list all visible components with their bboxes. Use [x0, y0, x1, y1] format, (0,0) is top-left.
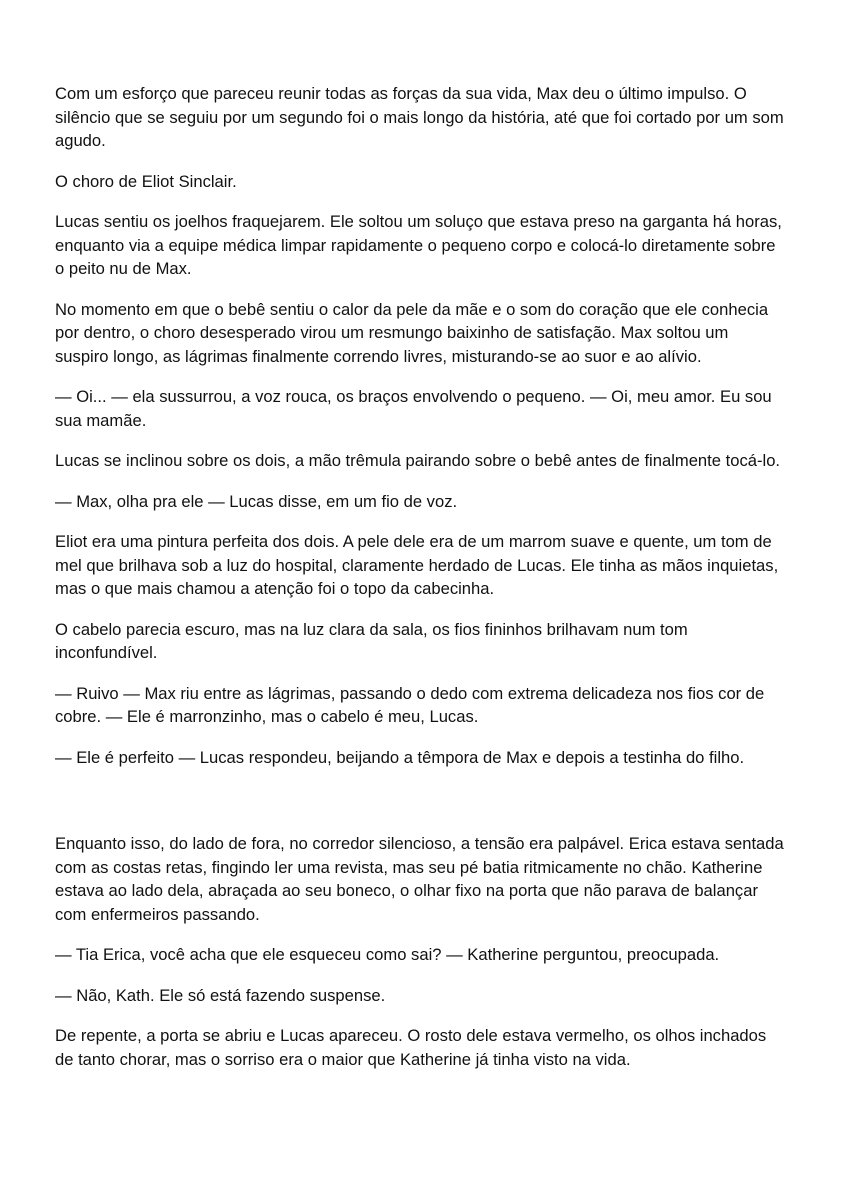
- paragraph: Eliot era uma pintura perfeita dos dois. A pele dele era de um marrom suave e quente, um tom de mel que brilhava sob a luz do hospital, claramente herdado de Lucas. Ele tinha as mãos inquietas, mas o que mais chamou a atenção foi o topo da cabecinha.: [55, 532, 779, 598]
- section-delivery-room: [55, 82, 785, 769]
- paragraph: Enquanto isso, do lado de fora, no corredor silencioso, a tensão era palpável. Erica estava sentada com as costas retas, fingindo ler uma revista, mas seu pé batia ritmicamente no chão. Katherine estava ao lado dela, abraçada ao seu boneco, o olhar fixo na porta que não parava de balançar com enfermeiros passando.: [55, 834, 784, 924]
- paragraph: — Oi... — ela sussurrou, a voz rouca, os braços envolvendo o pequeno. — Oi, meu amor. Eu sou sua mamãe.: [55, 387, 772, 430]
- paragraph: Com um esforço que pareceu reunir todas as forças da sua vida, Max deu o último impulso. O silêncio que se seguiu por um segundo foi o mais longo da história, até que foi cortado por um som agudo.: [55, 84, 784, 150]
- paragraph: Lucas sentiu os joelhos fraquejarem. Ele soltou um soluço que estava preso na garganta há horas, enquanto via a equipe médica limpar rapidamente o pequeno corpo e colocá-lo diretamente sobre o peito nu de Max.: [55, 212, 782, 278]
- section-break: [55, 786, 785, 832]
- paragraph: De repente, a porta se abriu e Lucas apareceu. O rosto dele estava vermelho, os olhos inchados de tanto chorar, mas o sorriso era o maior que Katherine já tinha visto na vida.: [55, 1026, 767, 1069]
- paragraph: — Ruivo — Max riu entre as lágrimas, passando o dedo com extrema delicadeza nos fios cor de cobre. — Ele é marronzinho, mas o cabelo é meu, Lucas.: [55, 683, 765, 726]
- paragraph: — Não, Kath. Ele só está fazendo suspense.: [55, 985, 386, 1005]
- paragraph: No momento em que o bebê sentiu o calor da pele da mãe e o som do coração que ele conhecia por dentro, o choro desesperado virou um resmungo baixinho de satisfação. Max soltou um suspiro longo, as lágrimas finalmente correndo livres, misturando-se ao suor e ao alívio.: [55, 299, 769, 366]
- paragraph: O choro de Eliot Sinclair.: [55, 171, 237, 191]
- section-hallway: [55, 832, 785, 1071]
- paragraph: Lucas se inclinou sobre os dois, a mão trêmula pairando sobre o bebê antes de finalmente tocá-lo.: [55, 451, 781, 470]
- paragraph: — Max, olha pra ele — Lucas disse, em um fio de voz.: [55, 491, 458, 511]
- paragraph: — Ele é perfeito — Lucas respondeu, beijando a têmpora de Max e depois a testinha do filho.: [55, 747, 745, 767]
- paragraph: — Tia Erica, você acha que ele esqueceu como sai? — Katherine perguntou, preocupada.: [55, 945, 720, 964]
- paragraph: O cabelo parecia escuro, mas na luz clara da sala, os fios fininhos brilhavam num tom inconfundível.: [55, 619, 688, 662]
